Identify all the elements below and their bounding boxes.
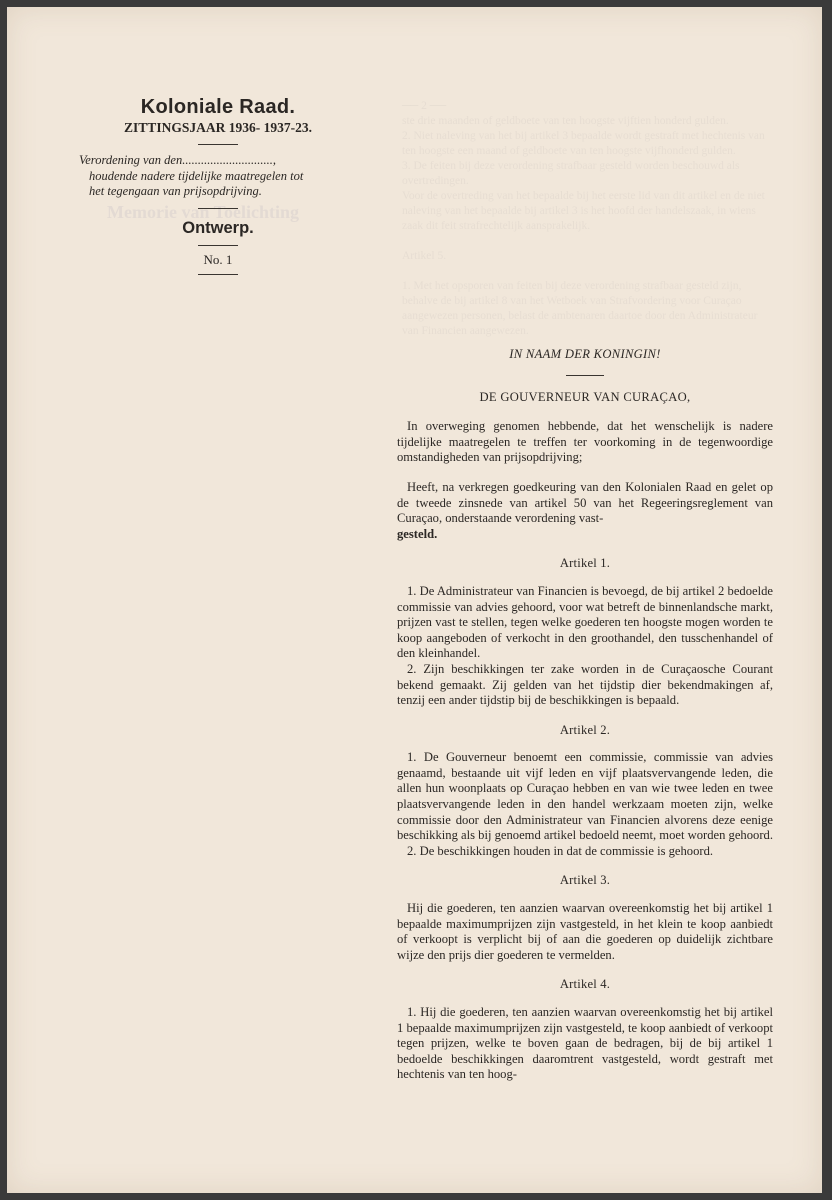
subject-line: het tegengaan van prijsopdrijving.	[89, 184, 262, 198]
article-heading: Artikel 1.	[559, 556, 611, 571]
article-heading: Artikel 4.	[559, 977, 611, 992]
bleed-through-heading: Memorie van Toelichting	[107, 202, 299, 222]
article-paragraph: Hij die goederen, ten aanzien waarvan overeenkomstig het bij artikel 1 bepaalde maximumprijzen zijn vastgesteld, in het klein te koop aanbiedt of verkoopt is verplicht bij of aan die goederen op duidelijk zichtbare wijze den prijs dier goederen te vermelden.	[397, 901, 773, 962]
session-year: ZITTINGSJAAR 1936- 1937-23.	[124, 120, 312, 135]
governor-heading: DE GOUVERNEUR VAN CURAÇAO,	[479, 389, 691, 404]
divider	[198, 274, 238, 275]
council-title: Koloniale Raad.	[140, 96, 296, 118]
article-paragraph: 2. Zijn beschikkingen ter zake worden in de Curaçaosche Courant bekend gemaakt. Zij gelden van het tijdstip dier bekendmakingen af, tenzij een ander tijdstip bij de beschikkingen is bepaald.	[397, 661, 773, 708]
article-paragraph: 1. De Gouverneur benoemt een commissie, commissie van advies genaamd, bestaande uit vijf leden en vijf plaatsvervangende leden, die allen hun woonplaats op Curaçao hebben en van wie twee leden en twee plaatsvervangende leden in den handel werkzaam moeten zijn, welke commissie door den Administrateur van Financien alvorens deze eenige beschikking als bij genoemd artikel bedoeld neemt, moet worden gehoord.	[397, 750, 773, 843]
article-paragraph: 2. De beschikkingen houden in dat de commissie is gehoord.	[407, 843, 714, 858]
article-paragraph: 1. De Administrateur van Financien is bevoegd, de bij artikel 2 bedoelde commissie van advies gehoord, voor wat betreft de binnenlandsche markt, prijzen vast te stellen, tegen welke goederen ten hoogste mogen worden te koop aangeboden of verkocht in den groothandel, den tusschenhandel of den kleinhandel.	[397, 583, 773, 661]
article-heading: Artikel 3.	[559, 873, 611, 888]
preamble-paragraph: Heeft, na verkregen goedkeuring van den Kolonialen Raad en gelet op de tweede zinsnede van artikel 50 van het Regeeringsreglement van Curaçao, onderstaande verordening vast-	[397, 479, 773, 526]
divider	[198, 245, 238, 246]
subject-line: houdende nadere tijdelijke maatregelen tot	[89, 168, 304, 183]
draft-label: Ontwerp.	[182, 218, 254, 237]
divider	[566, 375, 604, 376]
invocation: IN NAAM DER KONINGIN!	[509, 347, 661, 361]
divider	[198, 208, 238, 209]
preamble-paragraph-end: gesteld.	[397, 526, 438, 541]
subject-line: Verordening van den.............................,	[79, 153, 276, 167]
bleed-through-text: ── 2 ── ste drie maanden of geldboete van ten hoogste vijftien honderd gulden. 2. Niet naleving van het bij artikel 3 bepaalde wordt gestraft met hechtenis van ten hoogste een maand of geldboete van ten hoogste vijfhonderd gulden. 3. De feiten bij deze verordening strafbaar gesteld worden beschouwd als overtredingen. Voor de overtreding van het bepaalde bij het eerste lid van dit artikel en de niet naleving van het bepaalde bij artikel 3 is het hoofd der handelszaak, in wiens zaak dit feit strafrechtelijk aansprakelijk. Artikel 5. 1. Met het opsporen van feiten bij deze verordening strafbaar gesteld zijn, behalve de bij artikel 8 van het Wetboek van Strafvordering voor Curaçao aangewezen personen, belast de ambtenaren daartoe door den Administrateur van Financien aangewezen.	[402, 100, 765, 337]
document-header	[79, 95, 357, 283]
divider	[198, 144, 238, 145]
document-page	[7, 7, 822, 1193]
preamble-paragraph: In overweging genomen hebbende, dat het wenschelijk is nadere tijdelijke maatregelen te treffen ter voorkoming in de tegenwoordige omstandigheden van prijsopdrijving;	[397, 419, 773, 465]
article-heading: Artikel 2.	[559, 722, 611, 737]
article-paragraph: 1. Hij die goederen, ten aanzien waarvan overeenkomstig het bij artikel 1 bepaalde maximumprijzen zijn vastgesteld, te koop aanbiedt of verkoopt tegen prijzen, welke te boven gaan de bedragen, bij de bij artikel 1 bedoelde beschikkingen daaromtrent vastgesteld, wordt gestraft met hechtenis van ten hoog-	[397, 1005, 773, 1082]
ordinance-text	[397, 347, 773, 1083]
document-number: No. 1	[203, 251, 233, 267]
